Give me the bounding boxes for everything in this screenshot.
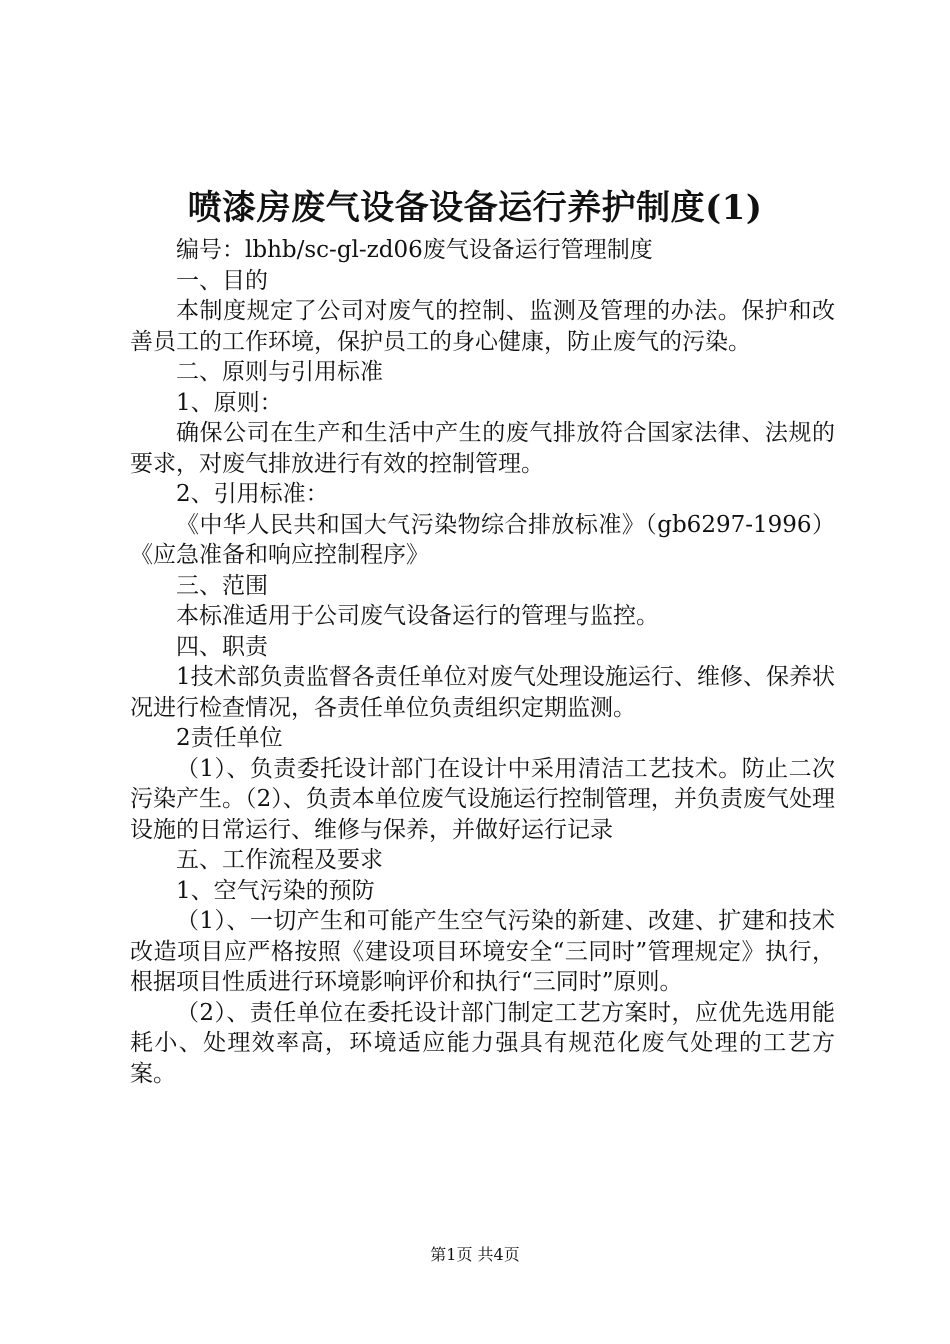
subheading-principle: 1、原则： — [176, 389, 283, 416]
paragraph-responsible-unit: （1）、负责委托设计部门在设计中采用清洁工艺技术。防止二次污染产生。（2）、负责本单位废气设施运行控制管理，并负责废气处理设施的日常运行、维修与保养，并做好运行记录 — [130, 755, 835, 843]
section-heading-principles: 二、原则与引用标准 — [176, 359, 383, 385]
section-heading-scope: 三、范围 — [176, 572, 268, 599]
paragraph-principle: 确保公司在生产和生活中产生的废气排放符合国家法律、法规的要求，对废气排放进行有效的控制管理。 — [130, 420, 835, 477]
paragraph-scope: 本标准适用于公司废气设备运行的管理与监控。 — [176, 603, 659, 629]
subheading-air-pollution-prevention: 1、空气污染的预防 — [176, 877, 375, 904]
paragraph-prevention-2: （2）、责任单位在委托设计部门制定工艺方案时，应优先选用能耗小、处理效率高，环境适应能力强具有规范化废气处理的工艺方案。 — [130, 999, 835, 1087]
subheading-responsible-unit: 2责任单位 — [176, 725, 283, 751]
paragraph-standards: 《中华人民共和国大气污染物综合排放标准》（gb6297-1996）《应急准备和响应控制程序》 — [130, 511, 835, 568]
document-number: 编号：lbhb/sc-gl-zd06废气设备运行管理制度 — [176, 237, 653, 263]
section-heading-duties: 四、职责 — [176, 633, 268, 660]
section-heading-purpose: 一、目的 — [176, 267, 268, 294]
document-body — [130, 235, 835, 1089]
document-title: 喷漆房废气设备设备运行养护制度(1) — [187, 188, 763, 228]
paragraph-duty-technical: 1技术部负责监督各责任单位对废气处理设施运行、维修、保养状况进行检查情况，各责任单位负责组织定期监测。 — [130, 664, 835, 721]
subheading-standards: 2、引用标准： — [176, 481, 329, 507]
paragraph-prevention-1: （1）、一切产生和可能产生空气污染的新建、改建、扩建和技术改造项目应严格按照《建设项目环境安全“三同时”管理规定》执行，根据项目性质进行环境影响评价和执行“三同时”原则。 — [130, 908, 835, 995]
page-footer: 第1页 共4页 — [430, 1245, 520, 1264]
section-heading-workflow: 五、工作流程及要求 — [176, 847, 383, 873]
paragraph-purpose: 本制度规定了公司对废气的控制、监测及管理的办法。保护和改善员工的工作环境，保护员工的身心健康，防止废气的污染。 — [130, 298, 835, 355]
